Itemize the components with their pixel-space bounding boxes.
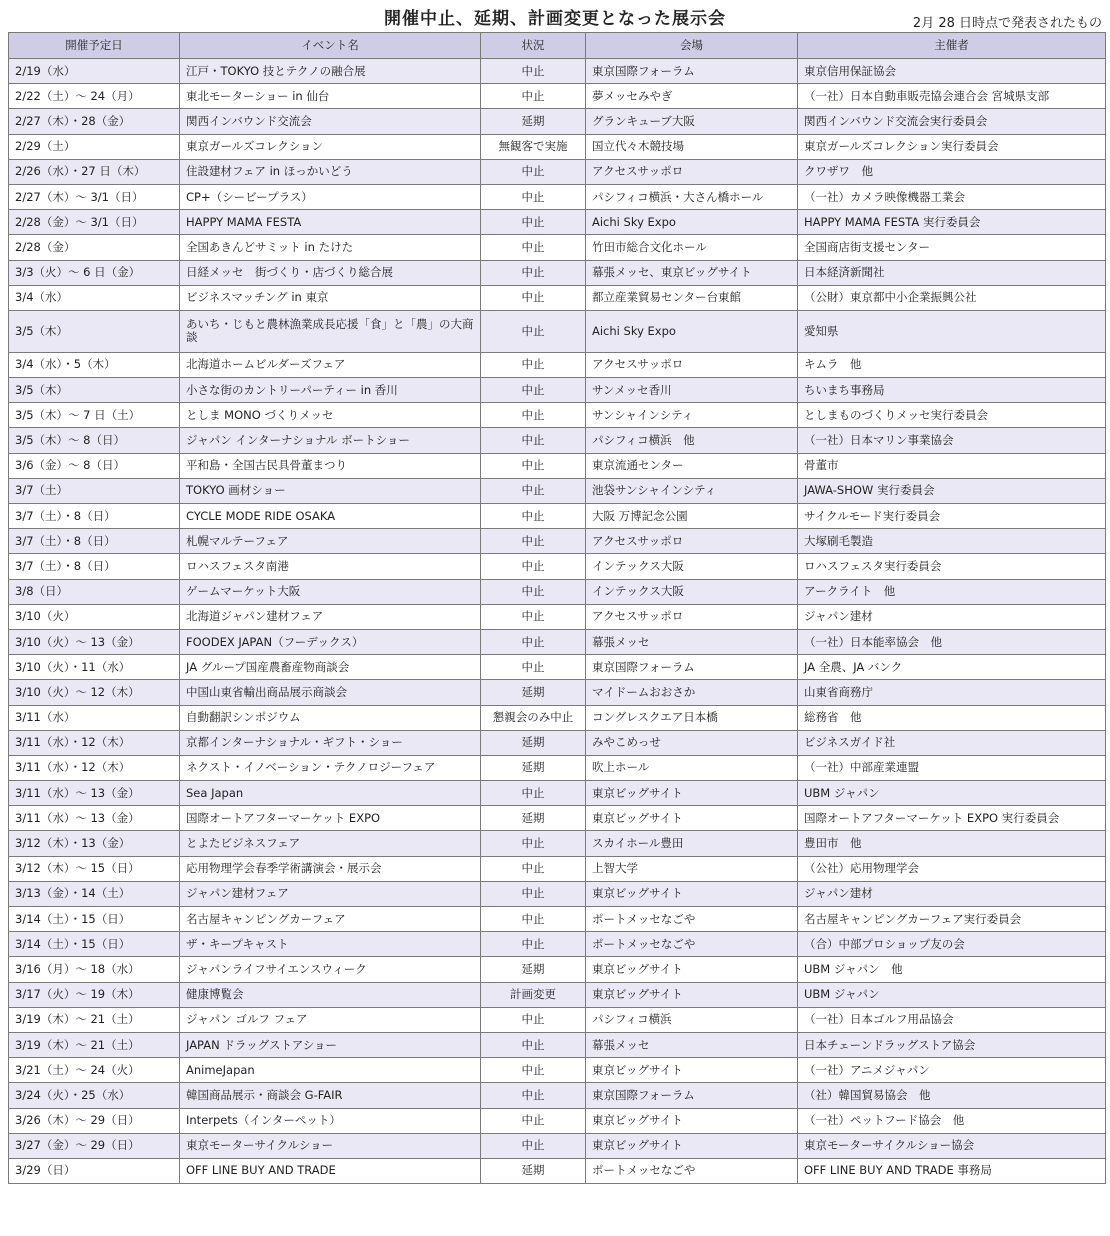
cell-status: 中止 (481, 781, 586, 806)
table-row (9, 352, 1106, 377)
cell-status: 中止 (481, 932, 586, 957)
cell-status: 中止 (481, 428, 586, 453)
table-row (9, 310, 1106, 352)
cell-date: 3/11（水） (9, 705, 180, 730)
cell-status: 中止 (481, 604, 586, 629)
cell-organizer: HAPPY MAMA FESTA 実行委員会 (798, 210, 1106, 235)
cell-organizer: （一社）日本マリン事業協会 (798, 428, 1106, 453)
cell-event: ジャパンライフサイエンスウィーク (180, 957, 481, 982)
cell-status: 中止 (481, 554, 586, 579)
cell-event: ロハスフェスタ南港 (180, 554, 481, 579)
cell-venue: Aichi Sky Expo (586, 210, 798, 235)
page-title: 開催中止、延期、計画変更となった展示会 (384, 9, 726, 29)
cell-venue: 東京ビッグサイト (586, 781, 798, 806)
table-row (9, 629, 1106, 654)
table-row (9, 655, 1106, 680)
cell-organizer: 名古屋キャンピングカーフェア実行委員会 (798, 907, 1106, 932)
cell-date: 3/7（土） (9, 478, 180, 503)
cell-organizer: ジャパン建材 (798, 604, 1106, 629)
table-row (9, 453, 1106, 478)
cell-venue: ポートメッセなごや (586, 932, 798, 957)
cell-date: 3/5（木） (9, 378, 180, 403)
cell-event: あいち・じもと農林漁業成長応援「食」と「農」の大商談 (180, 310, 481, 352)
cell-event: OFF LINE BUY AND TRADE (180, 1158, 481, 1183)
cell-date: 3/21（土）～ 24（火） (9, 1058, 180, 1083)
cell-status: 中止 (481, 579, 586, 604)
cell-venue: ポートメッセなごや (586, 907, 798, 932)
cell-date: 2/28（金）～ 3/1（日） (9, 210, 180, 235)
cell-venue: 東京ビッグサイト (586, 982, 798, 1007)
cell-venue: 大阪 万博記念公園 (586, 504, 798, 529)
cell-event: 住設建材フェア in ほっかいどう (180, 159, 481, 184)
cell-event: 応用物理学会春季学術講演会・展示会 (180, 856, 481, 881)
cell-status: 中止 (481, 504, 586, 529)
cell-date: 3/11（水）・12（木） (9, 755, 180, 780)
cell-status: 中止 (481, 1007, 586, 1032)
cell-event: ザ・キープキャスト (180, 932, 481, 957)
cell-date: 3/17（火）～ 19（木） (9, 982, 180, 1007)
cell-venue: サンメッセ香川 (586, 378, 798, 403)
cell-status: 中止 (481, 59, 586, 84)
cell-organizer: JA 全農、JA バンク (798, 655, 1106, 680)
cell-status: 延期 (481, 680, 586, 705)
table-row (9, 1007, 1106, 1032)
cell-organizer: 山東省商務庁 (798, 680, 1106, 705)
cell-venue: 幕張メッセ (586, 629, 798, 654)
cell-venue: 東京ビッグサイト (586, 1058, 798, 1083)
cell-event: 国際オートアフターマーケット EXPO (180, 806, 481, 831)
cell-status: 中止 (481, 1133, 586, 1158)
table-row (9, 755, 1106, 780)
cell-organizer: 国際オートアフターマーケット EXPO 実行委員会 (798, 806, 1106, 831)
cell-organizer: （一社）日本ゴルフ用品協会 (798, 1007, 1106, 1032)
cell-status: 中止 (481, 629, 586, 654)
cell-status: 中止 (481, 235, 586, 260)
cell-event: 健康博覧会 (180, 982, 481, 1007)
cell-date: 3/29（日） (9, 1158, 180, 1183)
table-row (9, 1058, 1106, 1083)
cell-date: 3/16（月）～ 18（水） (9, 957, 180, 982)
exhibition-table (8, 32, 1106, 1184)
cell-organizer: UBM ジャパン (798, 982, 1106, 1007)
cell-date: 3/10（火）～ 12（木） (9, 680, 180, 705)
cell-date: 3/19（木）～ 21（土） (9, 1007, 180, 1032)
cell-event: Interpets（インターペット） (180, 1108, 481, 1133)
header-date: 開催予定日 (9, 33, 180, 59)
cell-event: ゲームマーケット大阪 (180, 579, 481, 604)
cell-date: 2/19（水） (9, 59, 180, 84)
cell-status: 中止 (481, 478, 586, 503)
cell-venue: グランキューブ大阪 (586, 109, 798, 134)
cell-date: 2/27（木）・28（金） (9, 109, 180, 134)
cell-date: 3/11（水）～ 13（金） (9, 806, 180, 831)
cell-status: 延期 (481, 730, 586, 755)
cell-status: 中止 (481, 831, 586, 856)
cell-event: Sea Japan (180, 781, 481, 806)
cell-organizer: UBM ジャパン 他 (798, 957, 1106, 982)
cell-venue: 竹田市総合文化ホール (586, 235, 798, 260)
cell-venue: 東京国際フォーラム (586, 1083, 798, 1108)
cell-venue: 国立代々木競技場 (586, 134, 798, 159)
cell-organizer: ロハスフェスタ実行委員会 (798, 554, 1106, 579)
cell-venue: インテックス大阪 (586, 554, 798, 579)
cell-status: 中止 (481, 378, 586, 403)
cell-organizer: （合）中部プロショップ友の会 (798, 932, 1106, 957)
cell-venue: 吹上ホール (586, 755, 798, 780)
cell-event: JA グループ国産農畜産物商談会 (180, 655, 481, 680)
cell-venue: パシフィコ横浜・大さん橋ホール (586, 184, 798, 209)
cell-event: 東京モーターサイクルショー (180, 1133, 481, 1158)
table-row (9, 781, 1106, 806)
cell-venue: スカイホール豊田 (586, 831, 798, 856)
cell-venue: 東京国際フォーラム (586, 655, 798, 680)
cell-date: 3/24（火）・25（水） (9, 1083, 180, 1108)
cell-date: 3/5（木） (9, 310, 180, 352)
cell-date: 3/14（土）・15（日） (9, 932, 180, 957)
cell-event: HAPPY MAMA FESTA (180, 210, 481, 235)
cell-status: 中止 (481, 856, 586, 881)
cell-venue: コングレスクエア日本橋 (586, 705, 798, 730)
cell-event: 日経メッセ 街づくり・店づくり総合展 (180, 260, 481, 285)
cell-status: 中止 (481, 210, 586, 235)
table-row (9, 235, 1106, 260)
cell-date: 3/11（水）～ 13（金） (9, 781, 180, 806)
cell-organizer: ビジネスガイド社 (798, 730, 1106, 755)
cell-date: 3/6（金）～ 8（日） (9, 453, 180, 478)
cell-venue: 幕張メッセ (586, 1032, 798, 1057)
cell-date: 2/27（木）～ 3/1（日） (9, 184, 180, 209)
cell-status: 中止 (481, 453, 586, 478)
table-row (9, 1108, 1106, 1133)
cell-venue: 東京ビッグサイト (586, 1108, 798, 1133)
table-row (9, 403, 1106, 428)
cell-venue: 池袋サンシャインシティ (586, 478, 798, 503)
cell-date: 3/11（水）・12（木） (9, 730, 180, 755)
cell-organizer: 全国商店街支援センター (798, 235, 1106, 260)
cell-date: 2/26（水）・27 日（木） (9, 159, 180, 184)
cell-venue: インテックス大阪 (586, 579, 798, 604)
cell-venue: 東京流通センター (586, 453, 798, 478)
cell-date: 2/29（土） (9, 134, 180, 159)
header-organizer: 主催者 (798, 33, 1106, 59)
cell-status: 延期 (481, 957, 586, 982)
cell-status: 中止 (481, 84, 586, 109)
table-row (9, 1133, 1106, 1158)
cell-event: 平和島・全国古民具骨董まつり (180, 453, 481, 478)
cell-date: 3/27（金）～ 29（日） (9, 1133, 180, 1158)
cell-venue: 東京ビッグサイト (586, 1133, 798, 1158)
table-row (9, 881, 1106, 906)
cell-organizer: 関西インバウンド交流会実行委員会 (798, 109, 1106, 134)
cell-venue: 上智大学 (586, 856, 798, 881)
table-row (9, 680, 1106, 705)
cell-venue: パシフィコ横浜 (586, 1007, 798, 1032)
cell-status: 中止 (481, 881, 586, 906)
cell-organizer: 愛知県 (798, 310, 1106, 352)
cell-organizer: （一社）カメラ映像機器工業会 (798, 184, 1106, 209)
table-row (9, 982, 1106, 1007)
cell-status: 延期 (481, 109, 586, 134)
cell-organizer: クワザワ 他 (798, 159, 1106, 184)
table-row (9, 730, 1106, 755)
cell-status: 中止 (481, 184, 586, 209)
cell-organizer: 骨董市 (798, 453, 1106, 478)
cell-event: とよたビジネスフェア (180, 831, 481, 856)
cell-date: 3/12（木）・13（金） (9, 831, 180, 856)
cell-venue: アクセスサッポロ (586, 159, 798, 184)
cell-date: 3/7（土）・8（日） (9, 529, 180, 554)
cell-status: 無観客で実施 (481, 134, 586, 159)
header-status: 状況 (481, 33, 586, 59)
table-row (9, 285, 1106, 310)
cell-organizer: サイクルモード実行委員会 (798, 504, 1106, 529)
cell-status: 延期 (481, 755, 586, 780)
date-note: 2月 28 日時点で発表されたもの (912, 16, 1102, 31)
cell-status: 中止 (481, 159, 586, 184)
cell-event: 全国あきんどサミット in たけた (180, 235, 481, 260)
cell-event: 東京ガールズコレクション (180, 134, 481, 159)
cell-organizer: UBM ジャパン (798, 781, 1106, 806)
cell-event: JAPAN ドラッグストアショー (180, 1032, 481, 1057)
cell-event: 北海道ホームビルダーズフェア (180, 352, 481, 377)
cell-organizer: ちいまち事務局 (798, 378, 1106, 403)
cell-venue: みやこめっせ (586, 730, 798, 755)
cell-organizer: （一社）アニメジャパン (798, 1058, 1106, 1083)
cell-organizer: キムラ 他 (798, 352, 1106, 377)
cell-date: 3/10（火）～ 13（金） (9, 629, 180, 654)
cell-event: ネクスト・イノベーション・テクノロジーフェア (180, 755, 481, 780)
table-header-row (9, 33, 1106, 59)
cell-venue: 東京ビッグサイト (586, 957, 798, 982)
cell-status: 中止 (481, 655, 586, 680)
table-row (9, 529, 1106, 554)
cell-event: ジャパン ゴルフ フェア (180, 1007, 481, 1032)
table-row (9, 1158, 1106, 1183)
table-row (9, 579, 1106, 604)
cell-organizer: （公社）応用物理学会 (798, 856, 1106, 881)
cell-venue: 東京国際フォーラム (586, 59, 798, 84)
table-row (9, 705, 1106, 730)
cell-date: 3/3（火）～ 6 日（金） (9, 260, 180, 285)
header-venue: 会場 (586, 33, 798, 59)
cell-event: 名古屋キャンピングカーフェア (180, 907, 481, 932)
cell-venue: アクセスサッポロ (586, 529, 798, 554)
cell-organizer: 豊田市 他 (798, 831, 1106, 856)
cell-organizer: 日本経済新聞社 (798, 260, 1106, 285)
cell-organizer: 総務省 他 (798, 705, 1106, 730)
cell-organizer: （一社）ペットフード協会 他 (798, 1108, 1106, 1133)
cell-event: 関西インバウンド交流会 (180, 109, 481, 134)
cell-organizer: （一社）日本自動車販売協会連合会 宮城県支部 (798, 84, 1106, 109)
table-row (9, 184, 1106, 209)
cell-status: 中止 (481, 529, 586, 554)
cell-status: 中止 (481, 1058, 586, 1083)
table-row (9, 84, 1106, 109)
cell-date: 2/22（土）～ 24（月） (9, 84, 180, 109)
cell-status: 計画変更 (481, 982, 586, 1007)
cell-date: 2/28（金） (9, 235, 180, 260)
cell-status: 延期 (481, 806, 586, 831)
table-row (9, 907, 1106, 932)
table-row (9, 831, 1106, 856)
cell-organizer: 東京モーターサイクルショー協会 (798, 1133, 1106, 1158)
cell-organizer: JAWA-SHOW 実行委員会 (798, 478, 1106, 503)
table-row (9, 134, 1106, 159)
table-row (9, 260, 1106, 285)
cell-organizer: （一社）日本能率協会 他 (798, 629, 1106, 654)
cell-date: 3/10（火）・11（水） (9, 655, 180, 680)
cell-event: 東北モーターショー in 仙台 (180, 84, 481, 109)
cell-event: TOKYO 画材ショー (180, 478, 481, 503)
table-row (9, 478, 1106, 503)
table-row (9, 428, 1106, 453)
cell-date: 3/5（木）～ 8（日） (9, 428, 180, 453)
cell-venue: ポートメッセなごや (586, 1158, 798, 1183)
table-row (9, 109, 1106, 134)
cell-status: 中止 (481, 1032, 586, 1057)
cell-status: 中止 (481, 352, 586, 377)
cell-organizer: アークライト 他 (798, 579, 1106, 604)
cell-venue: サンシャインシティ (586, 403, 798, 428)
cell-date: 3/13（金）・14（土） (9, 881, 180, 906)
cell-status: 中止 (481, 310, 586, 352)
cell-event: AnimeJapan (180, 1058, 481, 1083)
cell-date: 3/12（木）～ 15（日） (9, 856, 180, 881)
cell-organizer: としまものづくりメッセ実行委員会 (798, 403, 1106, 428)
cell-date: 3/4（水）・5（木） (9, 352, 180, 377)
table-row (9, 378, 1106, 403)
cell-event: ビジネスマッチング in 東京 (180, 285, 481, 310)
cell-organizer: 東京信用保証協会 (798, 59, 1106, 84)
table-row (9, 504, 1106, 529)
cell-event: ジャパン建材フェア (180, 881, 481, 906)
table-row (9, 932, 1106, 957)
cell-venue: 夢メッセみやぎ (586, 84, 798, 109)
cell-venue: 幕張メッセ、東京ビッグサイト (586, 260, 798, 285)
cell-event: 小さな街のカントリーパーティー in 香川 (180, 378, 481, 403)
table-body (9, 59, 1106, 1184)
table-row (9, 806, 1106, 831)
cell-organizer: 日本チェーンドラッグストア協会 (798, 1032, 1106, 1057)
header-event: イベント名 (180, 33, 481, 59)
cell-organizer: （一社）中部産業連盟 (798, 755, 1106, 780)
cell-date: 3/7（土）・8（日） (9, 504, 180, 529)
table-row (9, 604, 1106, 629)
cell-event: FOODEX JAPAN（フーデックス） (180, 629, 481, 654)
cell-status: 中止 (481, 1108, 586, 1133)
cell-date: 3/14（土）・15（日） (9, 907, 180, 932)
cell-event: 韓国商品展示・商談会 G-FAIR (180, 1083, 481, 1108)
cell-event: 自動翻訳シンポジウム (180, 705, 481, 730)
cell-status: 中止 (481, 907, 586, 932)
cell-venue: マイドームおおさか (586, 680, 798, 705)
cell-venue: アクセスサッポロ (586, 352, 798, 377)
cell-status: 中止 (481, 403, 586, 428)
cell-event: CP+（シービープラス） (180, 184, 481, 209)
table-row (9, 1083, 1106, 1108)
cell-organizer: （公財）東京都中小企業振興公社 (798, 285, 1106, 310)
table-row (9, 554, 1106, 579)
cell-venue: 東京ビッグサイト (586, 881, 798, 906)
cell-status: 懇親会のみ中止 (481, 705, 586, 730)
cell-organizer: OFF LINE BUY AND TRADE 事務局 (798, 1158, 1106, 1183)
cell-date: 3/5（木）～ 7 日（土） (9, 403, 180, 428)
cell-organizer: 大塚刷毛製造 (798, 529, 1106, 554)
table-row (9, 59, 1106, 84)
cell-event: ジャパン インターナショナル ボートショー (180, 428, 481, 453)
cell-venue: 都立産業貿易センター台東館 (586, 285, 798, 310)
cell-venue: Aichi Sky Expo (586, 310, 798, 352)
cell-event: 札幌マルテーフェア (180, 529, 481, 554)
table-row (9, 210, 1106, 235)
cell-date: 3/7（土）・8（日） (9, 554, 180, 579)
cell-date: 3/19（木）～ 21（土） (9, 1032, 180, 1057)
page-header (0, 0, 1110, 32)
cell-event: 江戸・TOKYO 技とテクノの融合展 (180, 59, 481, 84)
cell-event: 京都インターナショナル・ギフト・ショー (180, 730, 481, 755)
cell-venue: パシフィコ横浜 他 (586, 428, 798, 453)
cell-event: CYCLE MODE RIDE OSAKA (180, 504, 481, 529)
table-row (9, 159, 1106, 184)
cell-organizer: （社）韓国貿易協会 他 (798, 1083, 1106, 1108)
cell-event: 北海道ジャパン建材フェア (180, 604, 481, 629)
table-row (9, 957, 1106, 982)
cell-event: としま MONO づくりメッセ (180, 403, 481, 428)
cell-venue: 東京ビッグサイト (586, 806, 798, 831)
cell-status: 中止 (481, 285, 586, 310)
table-row (9, 1032, 1106, 1057)
table-row (9, 856, 1106, 881)
cell-organizer: 東京ガールズコレクション実行委員会 (798, 134, 1106, 159)
cell-status: 延期 (481, 1158, 586, 1183)
cell-event: 中国山東省輸出商品展示商談会 (180, 680, 481, 705)
cell-status: 中止 (481, 260, 586, 285)
cell-date: 3/4（水） (9, 285, 180, 310)
cell-organizer: ジャパン建材 (798, 881, 1106, 906)
cell-venue: アクセスサッポロ (586, 604, 798, 629)
cell-date: 3/8（日） (9, 579, 180, 604)
cell-date: 3/10（火） (9, 604, 180, 629)
cell-date: 3/26（木）～ 29（日） (9, 1108, 180, 1133)
cell-status: 中止 (481, 1083, 586, 1108)
